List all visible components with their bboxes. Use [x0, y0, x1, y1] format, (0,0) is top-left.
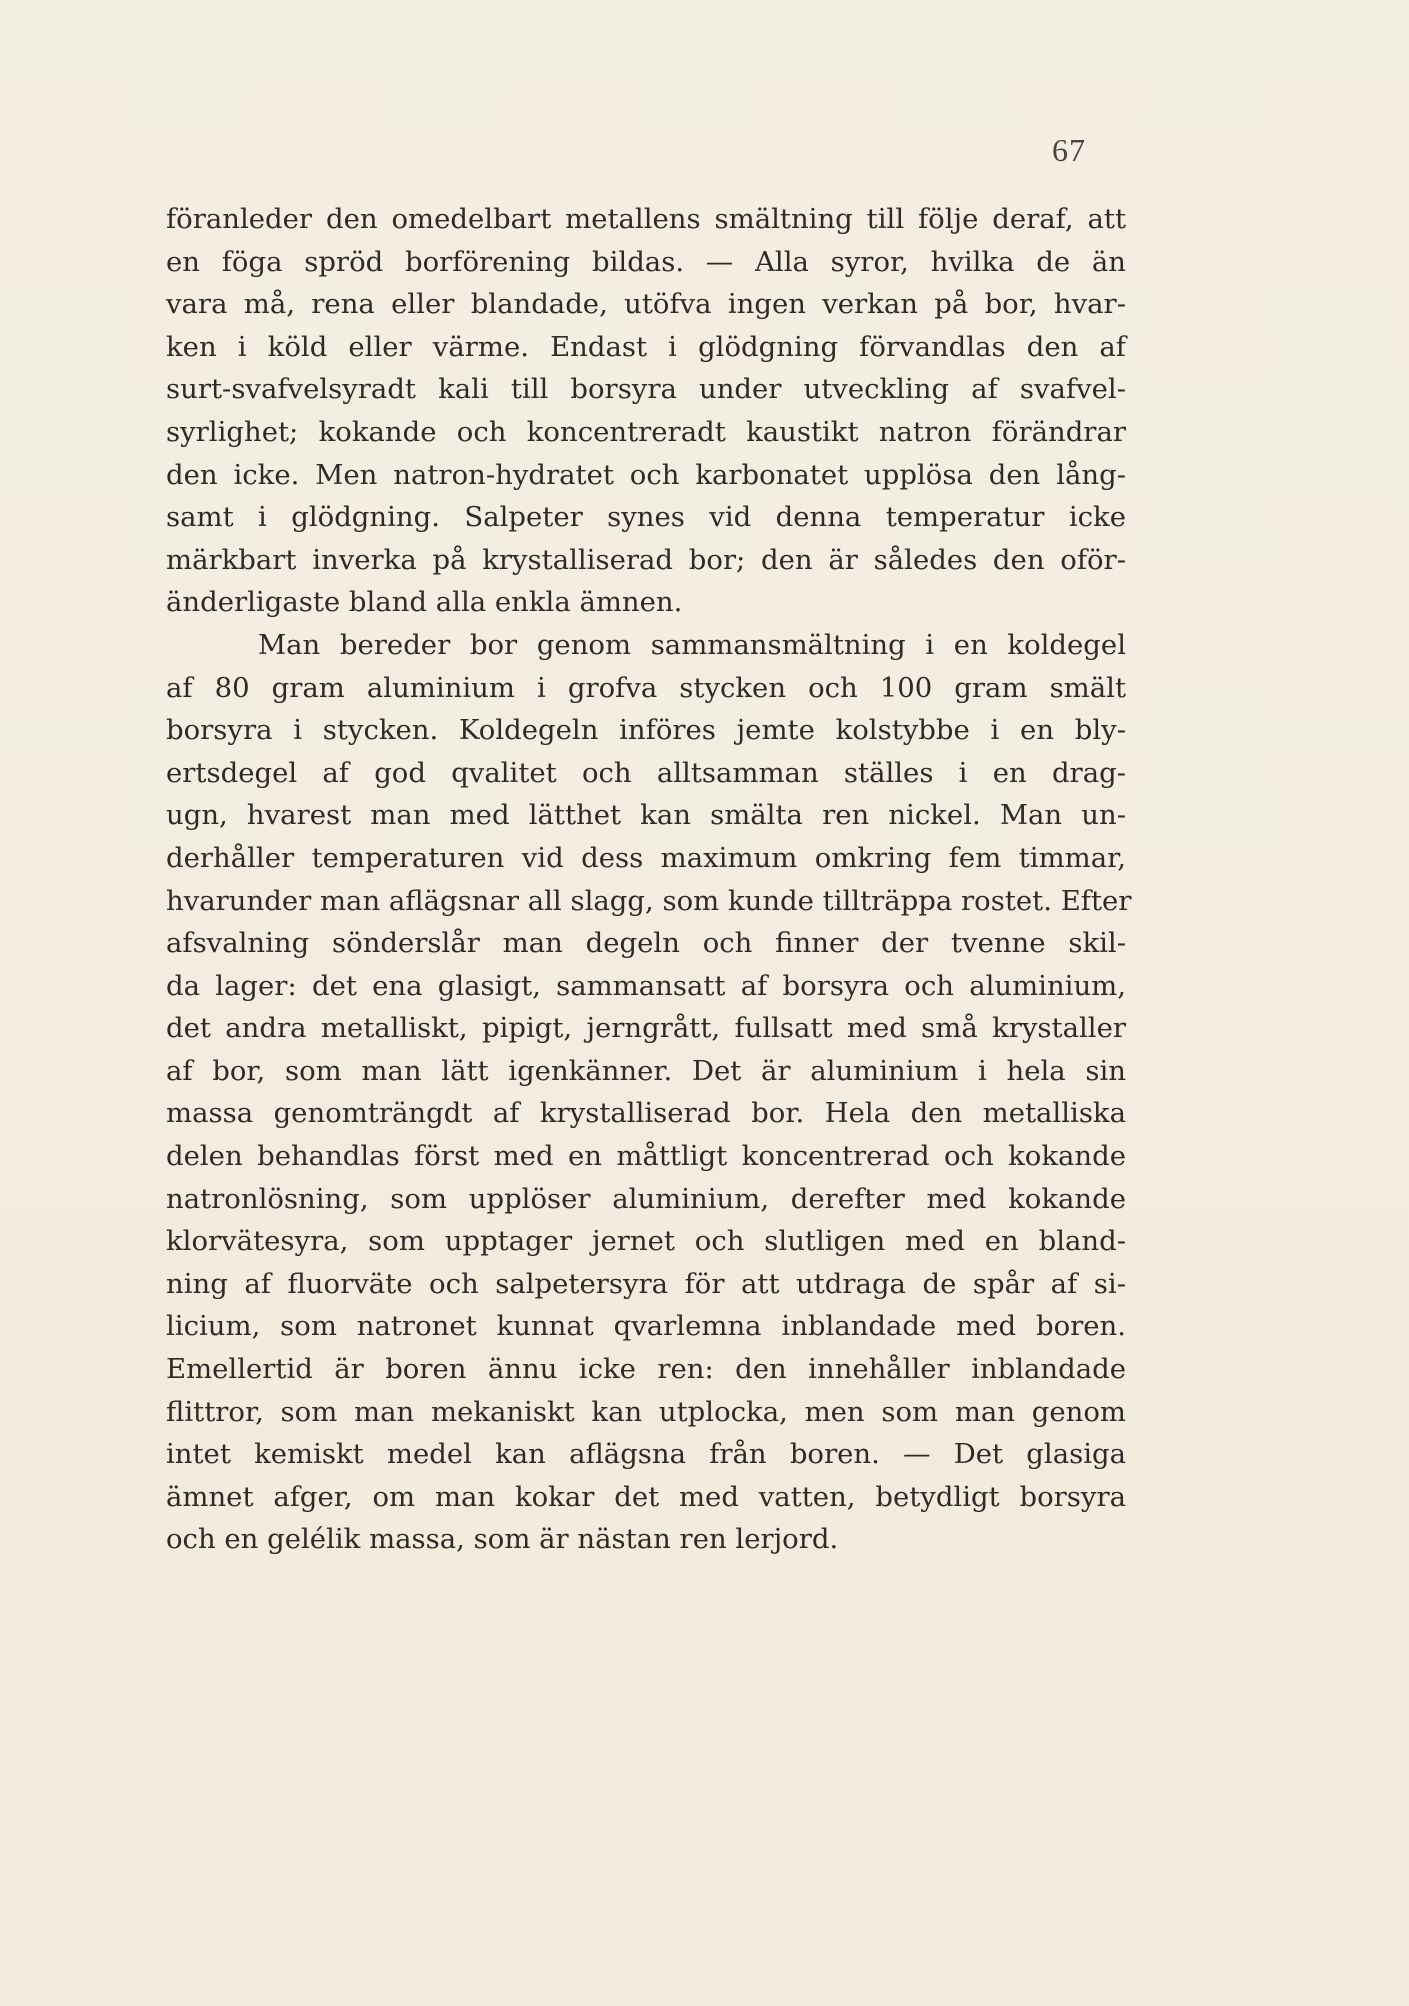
text-line: änderligaste bland alla enkla ämnen. [166, 586, 683, 619]
text-line: ugn, hvarest man med lätthet kan smälta ren nickel. Man un- [166, 799, 1126, 832]
text-line: af 80 gram aluminium i grofva stycken och 100 gram smält [166, 671, 1126, 704]
body-text [166, 198, 1132, 1561]
text-line: föranleder den omedelbart metallens smältning till följe deraf, att [166, 203, 1126, 235]
page-number: 67 [1052, 132, 1086, 168]
text-line: afsvalning sönderslår man degeln och finner der tvenne skil- [166, 927, 1126, 960]
text-line: det andra metalliskt, pipigt, jerngrått, fullsatt med små krystaller [166, 1012, 1126, 1045]
text-line: borsyra i stycken. Koldegeln införes jemte kolstybbe i en bly- [166, 714, 1126, 747]
text-line: samt i glödgning. Salpeter synes vid denna temperatur icke [166, 501, 1126, 534]
text-line: Emellertid är boren ännu icke ren: den innehåller inblandade [166, 1353, 1126, 1386]
text-line: hvarunder man aflägsnar all slagg, som kunde tillträppa rostet. Efter [166, 884, 1132, 917]
text-line: licium, som natronet kunnat qvarlemna inblandade med boren. [166, 1310, 1126, 1343]
text-line: ämnet afger, om man kokar det med vatten, betydligt borsyra [166, 1480, 1126, 1513]
text-line: derhåller temperaturen vid dess maximum omkring fem timmar, [166, 841, 1126, 874]
text-line: flittror, som man mekaniskt kan utplocka, men som man genom [166, 1395, 1126, 1428]
text-line: vara må, rena eller blandade, utöfva ingen verkan på bor, hvar- [166, 288, 1126, 321]
text-line: ertsdegel af god qvalitet och alltsamman ställes i en drag- [166, 756, 1126, 789]
text-line: den icke. Men natron-hydratet och karbonatet upplösa den lång- [166, 458, 1126, 491]
text-line: ning af fluorväte och salpetersyra för att utdraga de spår af si- [166, 1267, 1126, 1300]
text-line: ken i köld eller värme. Endast i glödgning förvandlas den af [166, 330, 1126, 363]
text-line: natronlösning, som upplöser aluminium, derefter med kokande [166, 1182, 1126, 1215]
text-line: surt-svafvelsyradt kali till borsyra under utveckling af svafvel- [166, 373, 1126, 406]
text-line: Man bereder bor genom sammansmältning i en koldegel [258, 628, 1126, 661]
text-line: intet kemiskt medel kan aflägsna från boren. — Det glasiga [166, 1438, 1126, 1471]
text-line: syrlighet; kokande och koncentreradt kaustikt natron förändrar [166, 415, 1126, 448]
text-line: märkbart inverka på krystalliserad bor; den är således den oför- [166, 543, 1126, 576]
text-line: massa genomträngdt af krystalliserad bor. Hela den metalliska [166, 1097, 1126, 1130]
text-line: delen behandlas först med en måttligt koncentrerad och kokande [166, 1140, 1126, 1173]
text-line: klorvätesyra, som upptager jernet och slutligen med en bland- [166, 1225, 1126, 1258]
text-line: af bor, som man lätt igenkänner. Det är aluminium i hela sin [166, 1054, 1126, 1087]
text-line: och en gelélik massa, som är nästan ren lerjord. [166, 1523, 839, 1556]
text-line: en föga spröd borförening bildas. — Alla syror, hvilka de än [166, 245, 1126, 278]
text-line: da lager: det ena glasigt, sammansatt af borsyra och aluminium, [166, 969, 1126, 1002]
